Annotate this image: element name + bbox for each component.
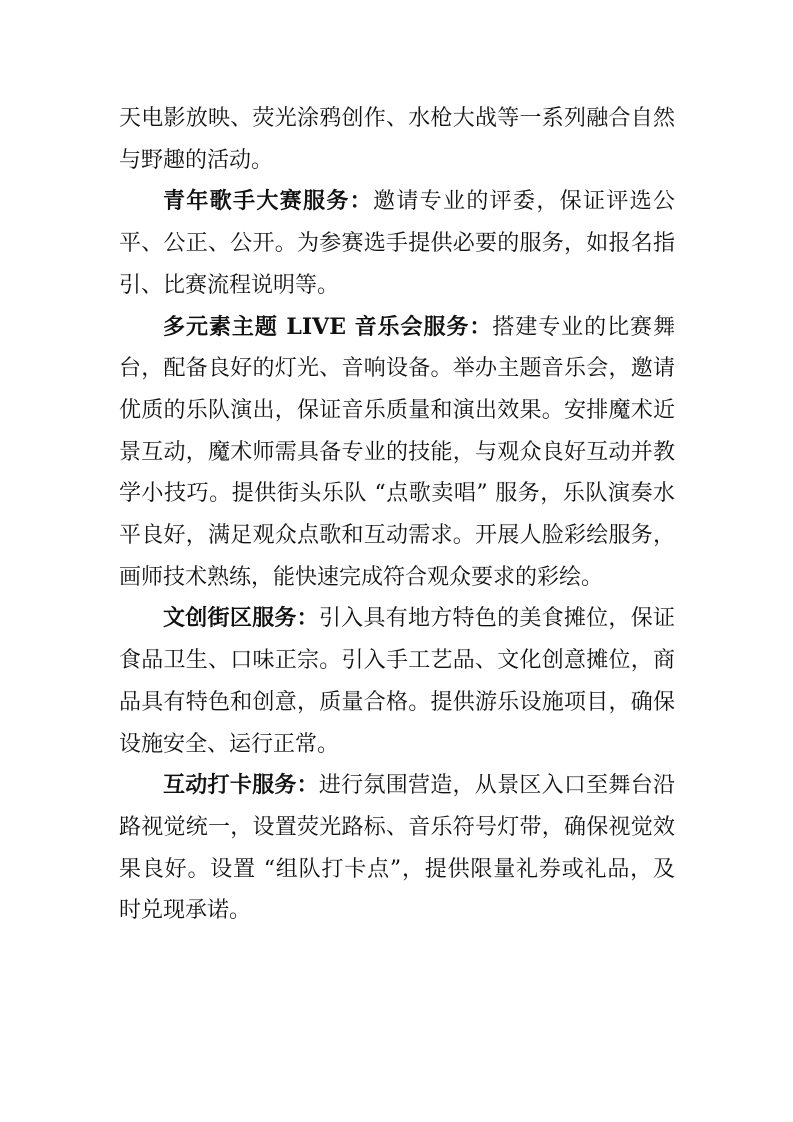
paragraph-checkin: [119, 765, 675, 932]
paragraph-heading: 青年歌手大赛服务：: [163, 188, 373, 215]
paragraph-body: 邀请专业的评委，保证评选公平、公正、公开。为参赛选手提供必要的服务，如报名指引、比赛流程说明等。: [119, 189, 675, 298]
paragraph-cultural-street: [119, 598, 675, 765]
paragraph-body: 引入具有地方特色的美食摊位，保证食品卫生、口味正宗。引入手工艺品、文化创意摊位，商品具有特色和创意，质量合格。提供游乐设施项目，确保设施安全、运行正常。: [119, 606, 675, 757]
paragraph-live-concert: [119, 307, 675, 599]
paragraph-singer-contest: [119, 181, 675, 306]
paragraph-continuation: [119, 98, 675, 181]
paragraph-heading: 文创街区服务：: [163, 605, 319, 632]
paragraph-heading: 多元素主题 LIVE 音乐会服务：: [163, 313, 493, 340]
paragraph-body: 天电影放映、荧光涂鸦创作、水枪大战等一系列融合自然与野趣的活动。: [119, 106, 675, 173]
paragraph-body: 进行氛围营造，从景区入口至舞台沿路视觉统一，设置荧光路标、音乐符号灯带，确保视觉效果良好。设置 “组队打卡点”，提供限量礼券或礼品，及时兑现承诺。: [119, 773, 675, 924]
document-body: [119, 98, 675, 932]
paragraph-heading: 互动打卡服务：: [163, 772, 319, 799]
paragraph-body: 搭建专业的比赛舞台，配备良好的灯光、音响设备。举办主题音乐会，邀请优质的乐队演出，保证音乐质量和演出效果。安排魔术近景互动，魔术师需具备专业的技能，与观众良好互动并教学小技巧。提供街头乐队 “点歌卖唱” 服务，乐队演奏水平良好，满足观众点歌和互动需求。开展人脸彩绘服务，画师技术熟练，能快速完成符合观众要求的彩绘。: [119, 314, 675, 590]
